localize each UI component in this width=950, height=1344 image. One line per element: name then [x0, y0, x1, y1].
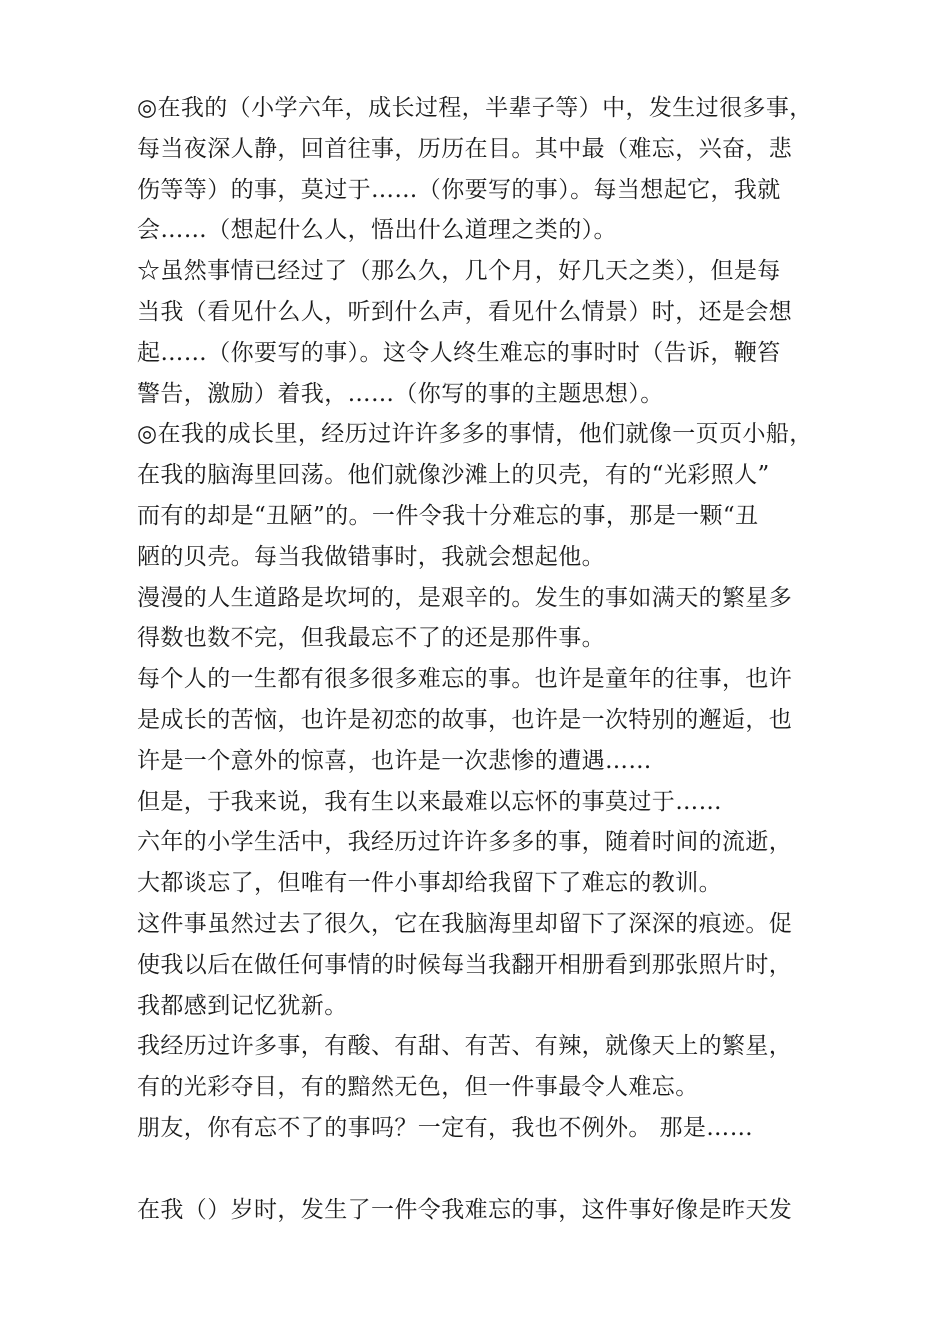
text-line: 这件事虽然过去了很久，它在我脑海里却留下了深深的痕迹。促	[137, 910, 793, 937]
text-line: 当我（看见什么人，听到什么声，看见什么情景）时，还是会想	[137, 298, 793, 325]
text-line: 是成长的苦恼，也许是初恋的故事，也许是一次特别的邂逅，也	[137, 706, 793, 733]
text-line: 每个人的一生都有很多很多难忘的事。也许是童年的往事，也许	[137, 666, 793, 693]
text-line: 伤等等）的事，莫过于……（你要写的事）。每当想起它，我就	[137, 176, 781, 203]
text-line: 朋友，你有忘不了的事吗？一定有，我也不例外。 那是……	[137, 1114, 754, 1141]
text-line: 警告，激励）着我，……（你写的事的主题思想）。	[137, 380, 664, 407]
text-line: 我都感到记忆犹新。	[137, 992, 348, 1019]
text-line: 而有的却是“丑陋”的。一件令我十分难忘的事，那是一颗“丑	[137, 502, 759, 529]
text-line: 得数也数不完，但我最忘不了的还是那件事。	[137, 625, 605, 652]
text-line: 但是，于我来说，我有生以来最难以忘怀的事莫过于……	[137, 788, 722, 815]
text-line: 六年的小学生活中，我经历过许许多多的事，随着时间的流逝，	[137, 829, 793, 856]
text-line: 漫漫的人生道路是坎坷的，是艰辛的。发生的事如满天的繁星多	[137, 584, 793, 611]
text-line: ☆虽然事情已经过了（那么久，几个月，好几天之类），但是每	[137, 258, 781, 285]
text-line: 我经历过许多事，有酸、有甜、有苦、有辣，就像天上的繁星，	[137, 1033, 793, 1060]
text-line: 起……（你要写的事）。这令人终生难忘的事时时（告诉，鞭笞	[137, 339, 781, 366]
text-line: ◎在我的成长里，经历过许许多多的事情，他们就像一页页小船，	[137, 421, 813, 448]
document-body	[137, 88, 827, 1230]
text-line: ◎在我的（小学六年，成长过程，半辈子等）中，发生过很多事，	[137, 95, 813, 121]
paragraph-gap	[137, 1149, 827, 1190]
text-line: 在我的脑海里回荡。他们就像沙滩上的贝壳，有的“光彩照人”	[137, 462, 770, 489]
text-line: 大都谈忘了，但唯有一件小事却给我留下了难忘的教训。	[137, 870, 722, 897]
text-line: 每当夜深人静，回首往事，历历在目。其中最（难忘，兴奋，悲	[137, 135, 793, 162]
text-line: 陋的贝壳。每当我做错事时，我就会想起他。	[137, 543, 605, 570]
text-line: 许是一个意外的惊喜，也许是一次悲惨的遭遇……	[137, 747, 652, 774]
text-line: 在我（）岁时，发生了一件令我难忘的事，这件事好像是昨天发	[137, 1196, 793, 1223]
text-line: 使我以后在做任何事情的时候每当我翻开相册看到那张照片时，	[137, 951, 793, 978]
text-line: 会……（想起什么人，悟出什么道理之类的）。	[137, 217, 617, 244]
text-line: 有的光彩夺目，有的黯然无色，但一件事最令人难忘。	[137, 1074, 699, 1101]
